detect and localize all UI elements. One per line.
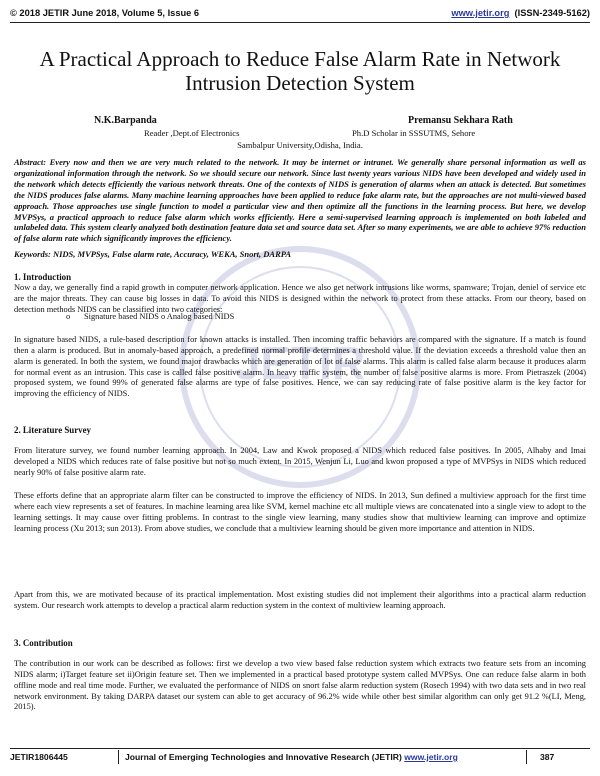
footer-separator — [526, 750, 527, 764]
header-site-link[interactable]: www.jetir.org — [451, 8, 510, 18]
literature-paragraph-2: These efforts define that an appropriate alarm filter can be constructed to improve the efficiency of NIDS. In 2013, Sun defined a multiview approach for the first time where each view represents a set of features. In machine learning area like SVM, kernel machine etc all multiple views are concatenated into a single view to adopt to the learning settings. It may cause over fitting problems. In contrast to the single view learning, many studies show that multiview learning can improve and optimize learning process (Xu 2013; sun 2013). From above studies, we conclude that a multiview learning should be given more importance and attention in NIDS. — [14, 491, 586, 533]
watermark-text: JETIR — [234, 337, 366, 389]
bullet-marker: o — [66, 312, 71, 321]
page-number: 387 — [540, 752, 555, 762]
footer-site-link[interactable]: www.jetir.org — [404, 752, 458, 762]
page-header — [10, 7, 590, 21]
bullet-text: Signature based NIDS o Analog based NIDS — [84, 312, 235, 321]
contribution-paragraph-1: The contribution in our work can be described as follows: first we develop a two view based false reduction system which extracts two feature sets from an incoming NIDS alarm; i)Target feature set ii)Origin feature set. Then we implemented in a practical based prototype system called MVPSys. One can reduce false alarm in both offline mode and real time mode. Further, we evaluated the performance of NIDS on snort false alarm reduction system (Rosech 1994) with two data sets and in two real network environment. By taking DARPA dataset our system can able to get accuracy of 96.2% wide while other best similar algorithm can only get 91.2 %(LI, Meng, 2015). — [14, 659, 586, 712]
literature-paragraph-1: From literature survey, we found number learning approach. In 2004, Law and Kwok proposed a NIDS which reduced false positives. In 2005, Alhaby and Imai developed a NIDS which reduces rate of false positive but not so much extent. In 2015, Wenjun Li, Luo and kwon proposed a type of MVPSys in NIDS which reduced nearly 90% of false positive alarm rate. — [14, 446, 586, 477]
author-university: Sambalpur University,Odisha, India. — [237, 140, 363, 150]
paper-title: A Practical Approach to Reduce False Alarm Rate in Network Intrusion Detection System — [39, 47, 561, 95]
literature-paragraph-3: Apart from this, we are motivated because of its practical implementation. Most existing studies did not implement their algorithms into a practical alarm reduction system. Our research work attempts to develop a practical alarm reduction system in the context of multiview learning approach. — [14, 590, 586, 610]
introduction-paragraph-2: In signature based NIDS, a rule-based description for known attacks is installed. Then incoming traffic behaviors are compared with the signature. If a match is found then a alarm is produced. But in anomaly-based approach, a predefined normal profile determines a threshold value. If the deviation exceeds a threshold value then an alarm is generated. In both the system, we found major drawbacks which are generation of lot of false alarms. This alarm is called false alarm because it produces alarm for normal event as an intrusion. This case is called false positive alarm. In heavy traffic system, the number of false positive alarms is more. From Pietraszek (2004) proposed system, we found 99% of generated false alarms are type of false positives. Hence, we can say reducing rate of false positive alarm is the key factor for improving the efficiency of NIDS. — [14, 335, 586, 399]
abstract: Abstract: Every now and then we are very much related to the network. It may be internet or intranet. We generally share personal information as well as organizational information through the network. So we should secure our network. Since last twenty years various NIDS have been developed and widely used in the network which detects efficiently the various network threats. One of the contexts of NIDS is generation of alarms when an attack is detected. But sometimes the NIDS produces false alarms. Many machine learning approaches have been applied to reduce fake alarm rate, but the approaches are not multi-viewed based approach. Those approaches use single function to model a particular view and then optimize all the functions in the learning process. But here, we develop MVPSys, a practical approach to reduce false alarm which works efficiently. Here a semi-supervised learning approach is implemented on both labeled and unlabeled data. This system clearly analyzed both destination feature data set and source data set. After so many experiments, we are able to achieve 97% reduction of false alarm rate which significantly improves the efficiency. — [14, 157, 586, 244]
author-left-name: N.K.Barpanda — [94, 115, 157, 126]
section-heading-contribution: 3. Contribution — [14, 638, 73, 648]
introduction-paragraph-1: Now a day, we generally find a rapid growth in computer network application. Hence we also get network intrusions like worms, spamware; Trojan, deniel of service etc are the major threats. They can cause big losses in data. To avoid this NIDS is designed within the network to protect from these attacks. From our theory, based on detection methods NIDS can be classified into two categories: — [14, 283, 586, 314]
keywords: Keywords: NIDS, MVPSys, False alarm rate, Accuracy, WEKA, Snort, DARPA — [14, 249, 291, 259]
footer-divider — [10, 748, 590, 749]
introduction-bullet — [66, 312, 234, 321]
page-footer — [10, 752, 590, 766]
header-issn: (ISSN-2349-5162) — [514, 8, 590, 18]
section-heading-introduction: 1. Introduction — [14, 272, 72, 282]
header-divider — [10, 22, 590, 23]
header-journal-info: © 2018 JETIR June 2018, Volume 5, Issue 6 — [10, 8, 200, 18]
footer-journal — [125, 752, 458, 762]
author-right-name: Premansu Sekhara Rath — [408, 115, 513, 126]
footer-journal-name: Journal of Emerging Technologies and Innovative Research (JETIR) — [125, 752, 402, 762]
section-heading-literature-survey: 2. Literature Survey — [14, 425, 91, 435]
author-right-affiliation: Ph.D Scholar in SSSUTMS, Sehore — [352, 128, 476, 138]
footer-separator — [118, 750, 119, 764]
header-site-issn — [451, 8, 590, 18]
author-left-affiliation: Reader ,Dept.of Electronics — [144, 128, 240, 138]
footer-paper-id: JETIR1806445 — [10, 752, 68, 762]
